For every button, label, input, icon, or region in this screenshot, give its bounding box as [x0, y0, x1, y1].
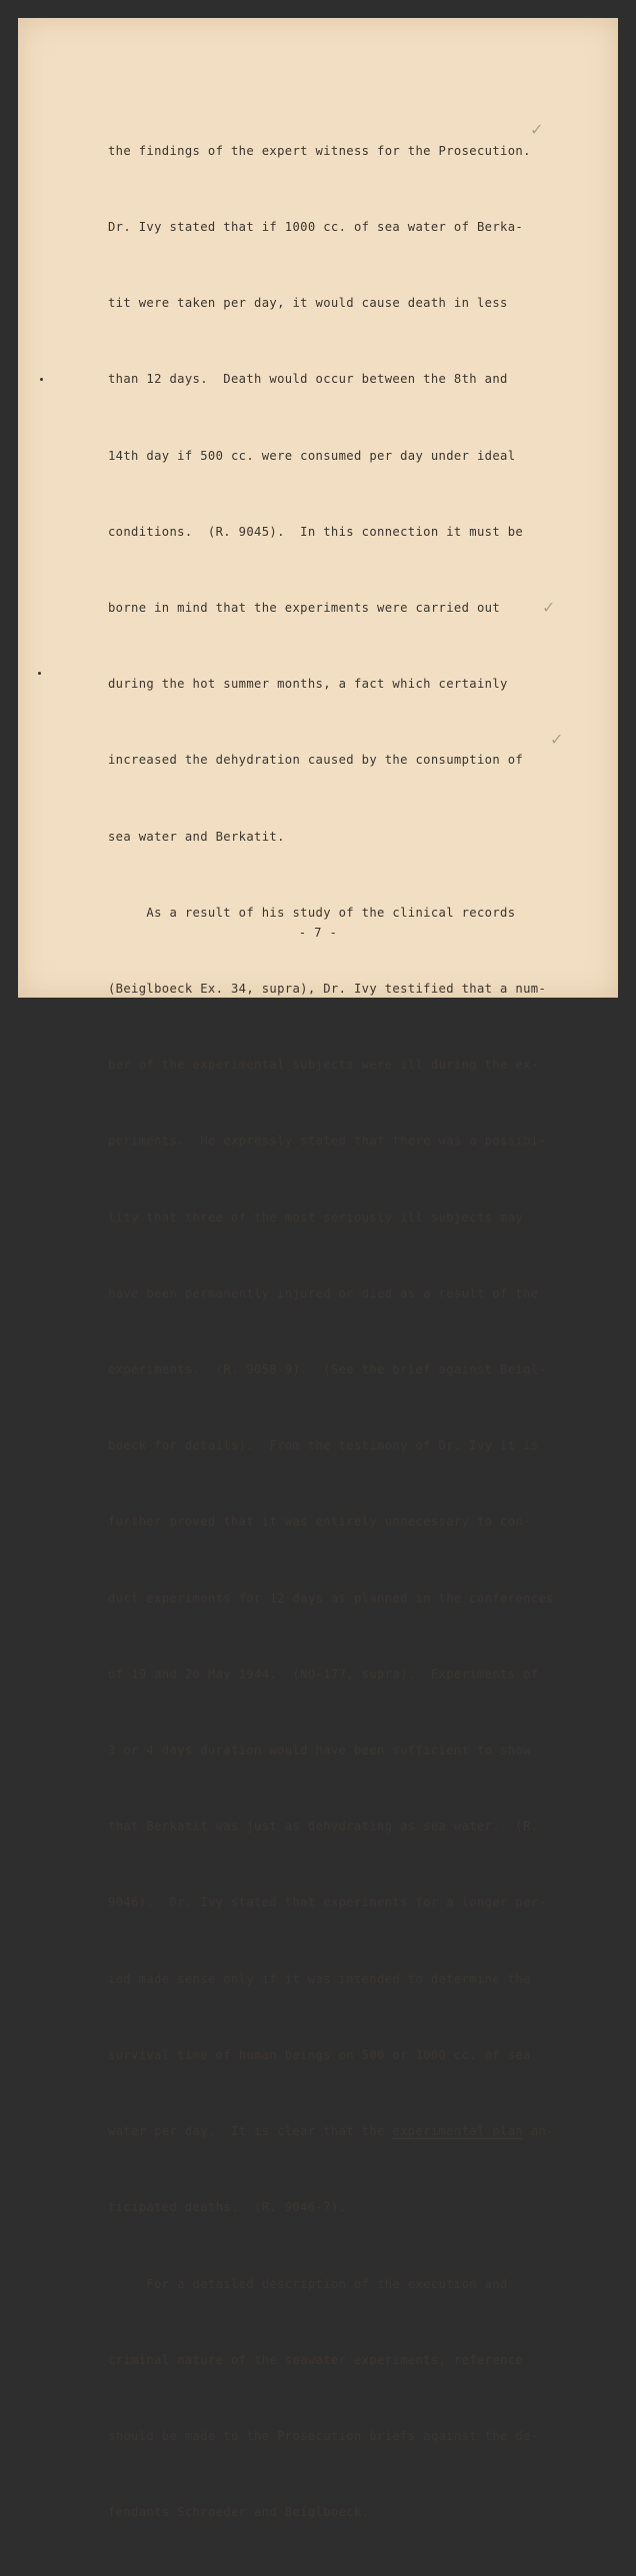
text-line: conditions. (R. 9045). In this connection it must be — [108, 524, 524, 539]
text-line-underlined — [108, 2119, 558, 2144]
text-line: the findings of the expert witness for the Prosecution. — [108, 143, 531, 158]
text-line: boeck for details). From the testimony of Dr. Ivy it is — [108, 1438, 539, 1453]
text-line: that Berkatit was just as dehydrating as sea water. (R. — [108, 1819, 539, 1834]
underlined-phrase: experimental plan — [392, 2124, 524, 2139]
text-line: ber of the experimental subjects were ill during the ex- — [108, 1058, 539, 1073]
text-line: 14th day if 500 cc. were consumed per day under ideal — [108, 448, 516, 463]
document-page — [18, 18, 618, 2520]
text-line: than 12 days. Death would occur between the 8th and — [108, 372, 508, 387]
ink-speck — [40, 378, 43, 381]
text-line: borne in mind that the experiments were carried out — [108, 601, 501, 616]
text-line: survival time of human beings on 500 or 1000 cc. of sea — [108, 2047, 531, 2062]
text-line: sea water and Berkatit. — [108, 829, 285, 844]
body-text — [108, 88, 558, 2576]
text-line: fendants Schroeder and Beiglboeck. — [108, 2505, 370, 2520]
text-line: 3 or 4 days duration would have been sufficient to show — [108, 1743, 531, 1758]
text-segment: water per day. It is clear that the — [108, 2124, 393, 2139]
check-mark-icon: ✓ — [530, 120, 544, 139]
ink-speck — [38, 672, 41, 675]
text-line: increased the dehydration caused by the consumption of — [108, 753, 524, 768]
check-mark-icon: ✓ — [550, 730, 564, 749]
page-number: - 7 - — [298, 926, 338, 940]
text-line: during the hot summer months, a fact which certainly — [108, 677, 508, 692]
text-line: Dr. Ivy stated that if 1000 cc. of sea water of Berka- — [108, 220, 524, 235]
text-line: iod made sense only if it was intended to determine the — [108, 1971, 531, 1986]
text-line: of 19 and 20 May 1944. (NO-177, supra). Experiments of — [108, 1666, 539, 1681]
text-line: have been permanently injured or died as a result of the — [108, 1286, 539, 1300]
text-line: experiments. (R. 9058-9). (See the brief against Beigl- — [108, 1362, 547, 1377]
text-line: (Beiglboeck Ex. 34, supra), Dr. Ivy testified that a num- — [108, 982, 547, 997]
text-line: lity that three of the most seriously ill subjects may — [108, 1210, 524, 1225]
text-line: periments. He expressly stated that there was a possibi- — [108, 1134, 547, 1149]
check-mark-icon: ✓ — [542, 598, 556, 617]
text-line: further proved that it was entirely unnecessary to con- — [108, 1514, 531, 1529]
text-line: duct experiments for 12 days as planned in the conferences — [108, 1590, 554, 1605]
text-line: should be made to the Prosecution briefs against the de- — [108, 2428, 539, 2443]
text-line: ticipated deaths. (R. 9046-7). — [108, 2200, 347, 2215]
text-segment: an- — [523, 2124, 554, 2139]
text-line: 9046). Dr. Ivy stated that experiments for a longer per- — [108, 1895, 547, 1910]
text-line: tit were taken per day, it would cause death in less — [108, 296, 508, 311]
text-line: criminal nature of the seawater experiments, reference — [108, 2352, 524, 2367]
text-line: For a detailed description of the execution and — [108, 2276, 508, 2291]
text-line: As a result of his study of the clinical records — [108, 905, 516, 920]
